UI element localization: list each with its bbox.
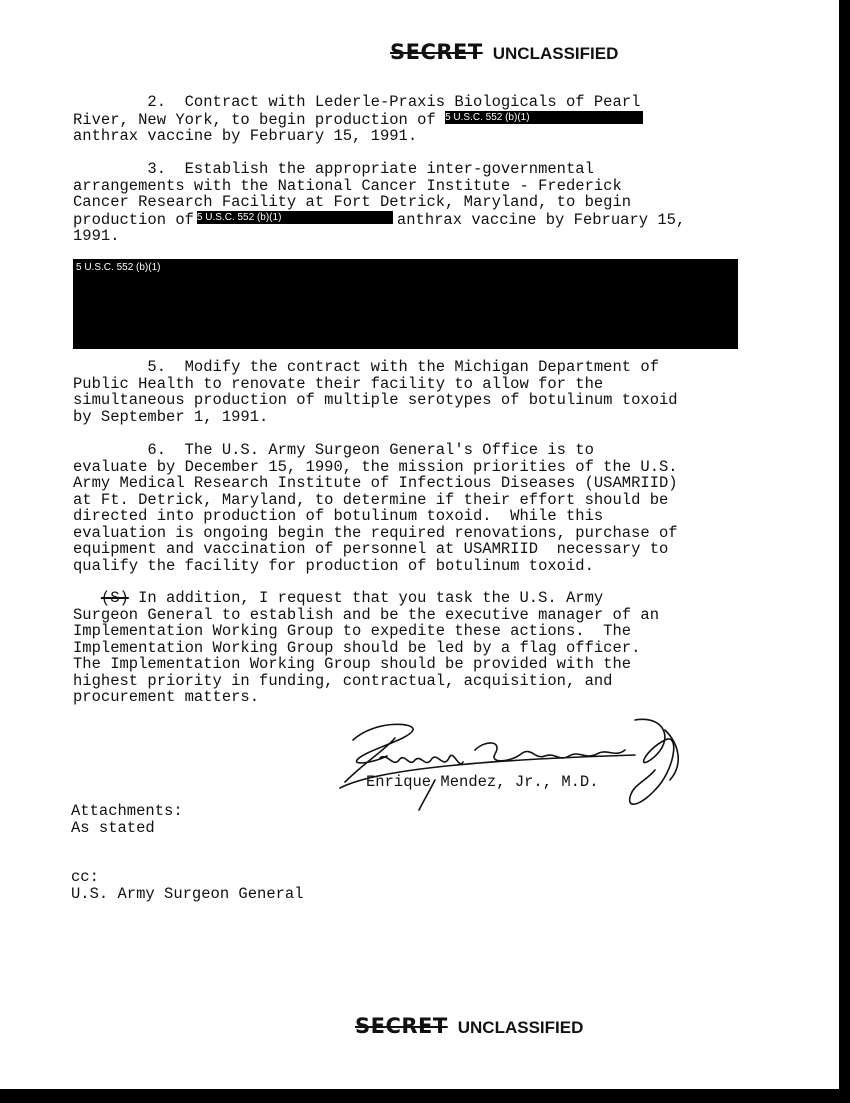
item-5-line: simultaneous production of multiple serotypes of botulinum toxoid — [73, 391, 678, 409]
item-6-line: evaluate by December 15, 1990, the mission priorities of the U.S. — [73, 457, 678, 476]
closing-line: The Implementation Working Group should be provided with the — [73, 655, 632, 673]
struck-marking: (S) — [100, 589, 129, 607]
handwritten-signature — [335, 710, 685, 820]
item-6-line: 6. The U.S. Army Surgeon General's Office is to — [73, 441, 594, 459]
item-5-line: Public Health to renovate their facility to allow for the — [73, 374, 604, 393]
redaction-label: 5 U.S.C. 552 (b)(1) — [76, 262, 161, 273]
item-3-line: production of — [73, 210, 194, 229]
redaction-label: 5 U.S.C. 552 (b)(1) — [196, 211, 282, 223]
closing-line: Surgeon General to establish and be the executive manager of an — [73, 605, 659, 624]
closing-line: highest priority in funding, contractual, acquisition, and — [73, 671, 613, 690]
redaction-inline — [197, 211, 393, 224]
item-6-line: directed into production of botulinum toxoid. While this — [73, 507, 604, 525]
closing-line: Implementation Working Group should be led by a flag officer. — [73, 638, 641, 657]
item-5-line: 5. Modify the contract with the Michigan Department of — [73, 358, 659, 376]
item-3-line: arrangements with the National Cancer Institute - Frederick — [73, 176, 622, 195]
cc-list — [71, 869, 304, 903]
header-classification — [390, 40, 618, 64]
item-2 — [73, 94, 643, 145]
cc-value: U.S. Army Surgeon General — [71, 885, 304, 903]
item-5-line: by September 1, 1991. — [73, 407, 269, 426]
signer-name: Enrique Mendez, Jr., M.D. — [366, 773, 599, 791]
closing-line: In addition, I request that you task the U.S. Army — [128, 589, 604, 607]
struck-classification: SECRET — [390, 40, 483, 64]
redaction-inline — [445, 111, 643, 124]
attachments-label: Attachments: — [71, 802, 183, 820]
redacted-paragraph — [73, 259, 738, 349]
item-6-line: equipment and vaccination of personnel at USAMRIID necessary to — [73, 540, 669, 558]
item-3 — [73, 161, 685, 245]
item-6-line: qualify the facility for production of botulinum toxoid. — [73, 556, 594, 575]
item-3-line: 3. Establish the appropriate inter-governmental — [73, 160, 594, 178]
item-3-line: 1991. — [73, 227, 120, 245]
struck-classification: SECRET — [355, 1014, 448, 1038]
item-6-line: Army Medical Research Institute of Infectious Diseases (USAMRIID) — [73, 474, 678, 492]
item-3-line: Cancer Research Facility at Fort Detrick, Maryland, to begin — [73, 193, 632, 211]
redaction-label: 5 U.S.C. 552 (b)(1) — [445, 111, 530, 123]
cc-label: cc: — [71, 868, 99, 886]
closing-line: Implementation Working Group to expedite these actions. The — [73, 622, 632, 640]
item-3-line: anthrax vaccine by February 15, — [396, 210, 686, 229]
scan-border-bottom — [0, 1089, 850, 1103]
current-classification: UNCLASSIFIED — [492, 44, 619, 63]
current-classification: UNCLASSIFIED — [457, 1018, 584, 1037]
item-6-line: evaluation is ongoing begin the required renovations, purchase of — [73, 523, 678, 542]
closing-paragraph — [73, 590, 659, 706]
item-2-line: 2. Contract with Lederle-Praxis Biologicals of Pearl — [73, 93, 641, 111]
attachments — [71, 803, 183, 837]
closing-line: procurement matters. — [73, 688, 260, 706]
item-6 — [73, 442, 678, 574]
item-6-line: at Ft. Detrick, Maryland, to determine if their effort should be — [73, 490, 669, 509]
footer-classification — [355, 1014, 583, 1038]
scan-border-right — [839, 0, 850, 1103]
item-2-line: River, New York, to begin production of — [73, 110, 446, 129]
item-2-line: anthrax vaccine by February 15, 1991. — [73, 127, 418, 145]
item-5 — [73, 359, 678, 425]
attachments-value: As stated — [71, 819, 155, 837]
